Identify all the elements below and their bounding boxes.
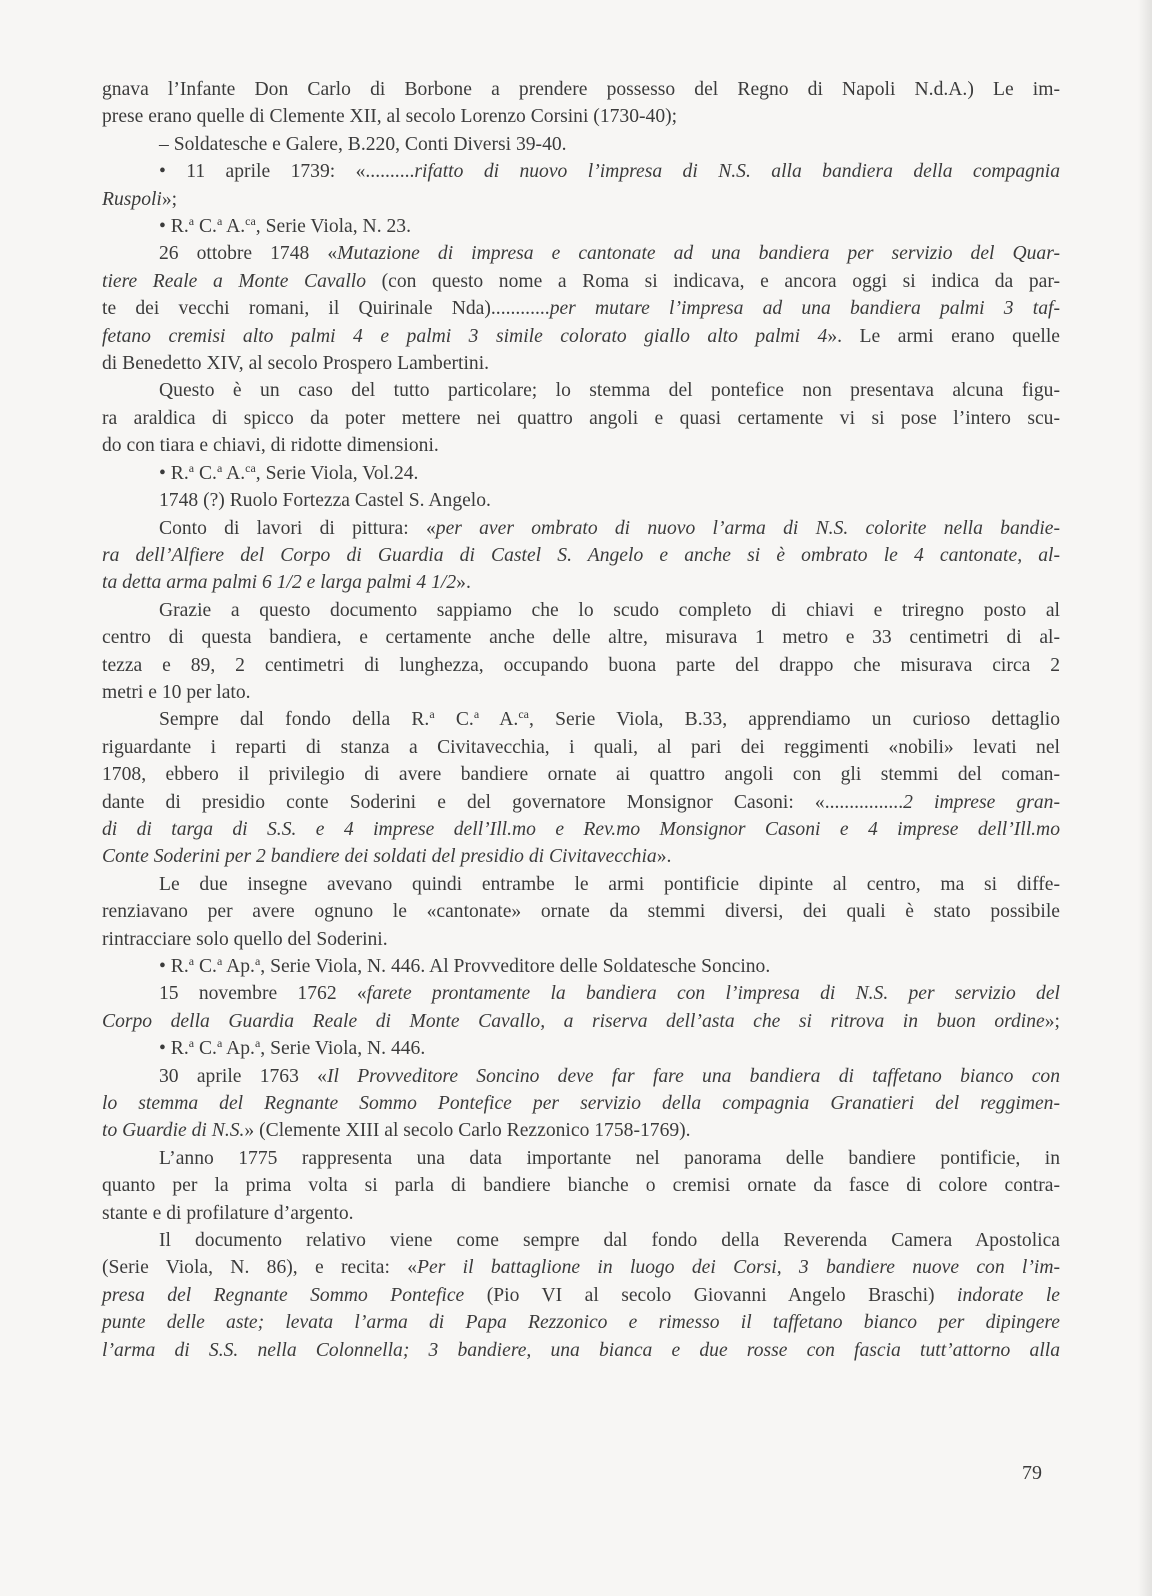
text-line: 1748 (?) Ruolo Fortezza Castel S. Angelo. <box>159 490 491 512</box>
page-number: 79 <box>1022 1462 1042 1484</box>
text-line: punte delle aste; levata l’arma di Papa Rezzonico e rimesso il taffetano bianco per dipingere <box>102 1312 1060 1334</box>
text-line: fetano cremisi alto palmi 4 e palmi 3 simile colorato giallo alto palmi 4». Le armi erano quelle <box>102 325 1060 347</box>
text-line: 1708, ebbero il privilegio di avere bandiere ornate ai quattro angoli con gli stemmi del coman- <box>102 764 1060 786</box>
text-line: tiere Reale a Monte Cavallo (con questo nome a Roma si indicava, e ancora oggi si indica da par- <box>102 270 1060 292</box>
text-line: di di targa di S.S. e 4 imprese dell’Ill.mo e Rev.mo Monsignor Casoni e 4 imprese dell’Ill.mo <box>102 818 1060 840</box>
text-line: tezza e 89, 2 centimetri di lunghezza, occupando buona parte del drappo che misurava circa 2 <box>102 654 1060 676</box>
text-line: dante di presidio conte Soderini e del governatore Monsignor Casoni: «................2 imprese gran- <box>102 791 1060 813</box>
text-line: l’arma di S.S. nella Colonnella; 3 bandiere, una bianca e due rosse con fascia tutt’attorno alla <box>102 1339 1060 1361</box>
text-line: rintracciare solo quello del Soderini. <box>102 928 388 950</box>
text-line: centro di questa bandiera, e certamente anche delle altre, misurava 1 metro e 33 centimetri di al- <box>102 627 1060 649</box>
text-line: • R.$^a$ C.$^a$ A.$^{ca}$, Serie Viola, N. 23. <box>159 214 411 238</box>
page-edge-shadow <box>1138 0 1152 1596</box>
text-line: Il documento relativo viene come sempre dal fondo della Reverenda Camera Apostolica <box>159 1230 1060 1252</box>
text-line: lo stemma del Regnante Sommo Pontefice per servizio della compagnia Granatieri del reggimen- <box>102 1093 1060 1115</box>
text-line: 26 ottobre 1748 «Mutazione di impresa e cantonate ad una bandiera per servizio del Quar- <box>159 243 1060 265</box>
text-line: riguardante i reparti di stanza a Civitavecchia, i quali, al pari dei reggimenti «nobili» levati nel <box>102 736 1060 758</box>
text-line: do con tiara e chiavi, di ridotte dimensioni. <box>102 435 439 457</box>
text-line: di Benedetto XIV, al secolo Prospero Lambertini. <box>102 353 490 375</box>
text-line: L’anno 1775 rappresenta una data importante nel panorama delle bandiere pontificie, in <box>159 1147 1060 1169</box>
text-line: Conte Soderini per 2 bandiere dei soldati del presidio di Civitavecchia». <box>102 846 672 868</box>
text-line: presa del Regnante Sommo Pontefice (Pio VI al secolo Giovanni Angelo Braschi) indorate le <box>102 1284 1060 1306</box>
text-line: quanto per la prima volta si parla di bandiere bianche o cremisi ornate da fasce di colore contra- <box>102 1175 1060 1197</box>
text-line: prese erano quelle di Clemente XII, al secolo Lorenzo Corsini (1730-40); <box>102 106 678 128</box>
text-line: (Serie Viola, N. 86), e recita: «Per il battaglione in luogo dei Corsi, 3 bandiere nuove con l’im- <box>102 1257 1061 1279</box>
text-line: Questo è un caso del tutto particolare; lo stemma del pontefice non presentava alcuna figu- <box>159 380 1060 402</box>
text-line: Conto di lavori di pittura: «per aver ombrato di nuovo l’arma di N.S. colorite nella bandie- <box>159 517 1061 539</box>
text-line: ra araldica di spicco da poter mettere nei quattro angoli e quasi certamente vi si pose l’intero scu- <box>102 407 1060 429</box>
text-line: metri e 10 per lato. <box>102 681 251 703</box>
text-line: Corpo della Guardia Reale di Monte Cavallo, a riserva dell’asta che si ritrova in buon ordine»; <box>102 1010 1060 1032</box>
text-line: gnava l’Infante Don Carlo di Borbone a prendere possesso del Regno di Napoli N.d.A.) Le im- <box>102 79 1060 100</box>
text-line: 30 aprile 1763 «Il Provveditore Soncino deve far fare una bandiera di taffetano bianco con <box>159 1065 1060 1087</box>
text-line: • R.$^a$ C.$^a$ A.$^{ca}$, Serie Viola, Vol.24. <box>159 460 419 484</box>
text-line: Le due insegne avevano quindi entrambe le armi pontificie dipinte al centro, ma si diffe- <box>159 873 1060 895</box>
text-line: renziavano per avere ognuno le «cantonate» ornate da stemmi diversi, dei quali è stato possibile <box>102 901 1060 923</box>
text-line: Ruspoli»; <box>102 188 178 210</box>
text-line: ra dell’Alfiere del Corpo di Guardia di Castel S. Angelo e anche si è ombrato le 4 cantonate, al- <box>102 544 1060 566</box>
text-line: te dei vecchi romani, il Quirinale Nda)............per mutare l’impresa ad una bandiera palmi 3 taf- <box>102 298 1060 320</box>
body-text <box>102 76 1060 1364</box>
text-line: • R.$^a$ C.$^a$ Ap.$^a$, Serie Viola, N. 446. <box>159 1036 426 1060</box>
text-line: to Guardie di N.S.» (Clemente XIII al secolo Carlo Rezzonico 1758-1769). <box>102 1120 691 1142</box>
text-line: stante e di profilature d’argento. <box>102 1202 354 1224</box>
text-line: 15 novembre 1762 «farete prontamente la bandiera con l’impresa di N.S. per servizio del <box>159 983 1060 1005</box>
text-line: – Soldatesche e Galere, B.220, Conti Diversi 39-40. <box>159 133 567 155</box>
text-line: ta detta arma palmi 6 1/2 e larga palmi 4 1/2». <box>102 572 471 594</box>
text-line: • 11 aprile 1739: «..........rifatto di nuovo l’impresa di N.S. alla bandiera della compagnia <box>159 161 1061 183</box>
text-line: Sempre dal fondo della R.$^a$ C.$^a$ A.$^{ca}$, Serie Viola, B.33, apprendiamo un curioso dettaglio <box>159 707 1060 731</box>
text-line: • R.$^a$ C.$^a$ Ap.$^a$, Serie Viola, N. 446. Al Provveditore delle Soldatesche Soncino. <box>159 954 771 977</box>
text-line: Grazie a questo documento sappiamo che lo scudo completo di chiavi e triregno posto al <box>159 599 1060 621</box>
